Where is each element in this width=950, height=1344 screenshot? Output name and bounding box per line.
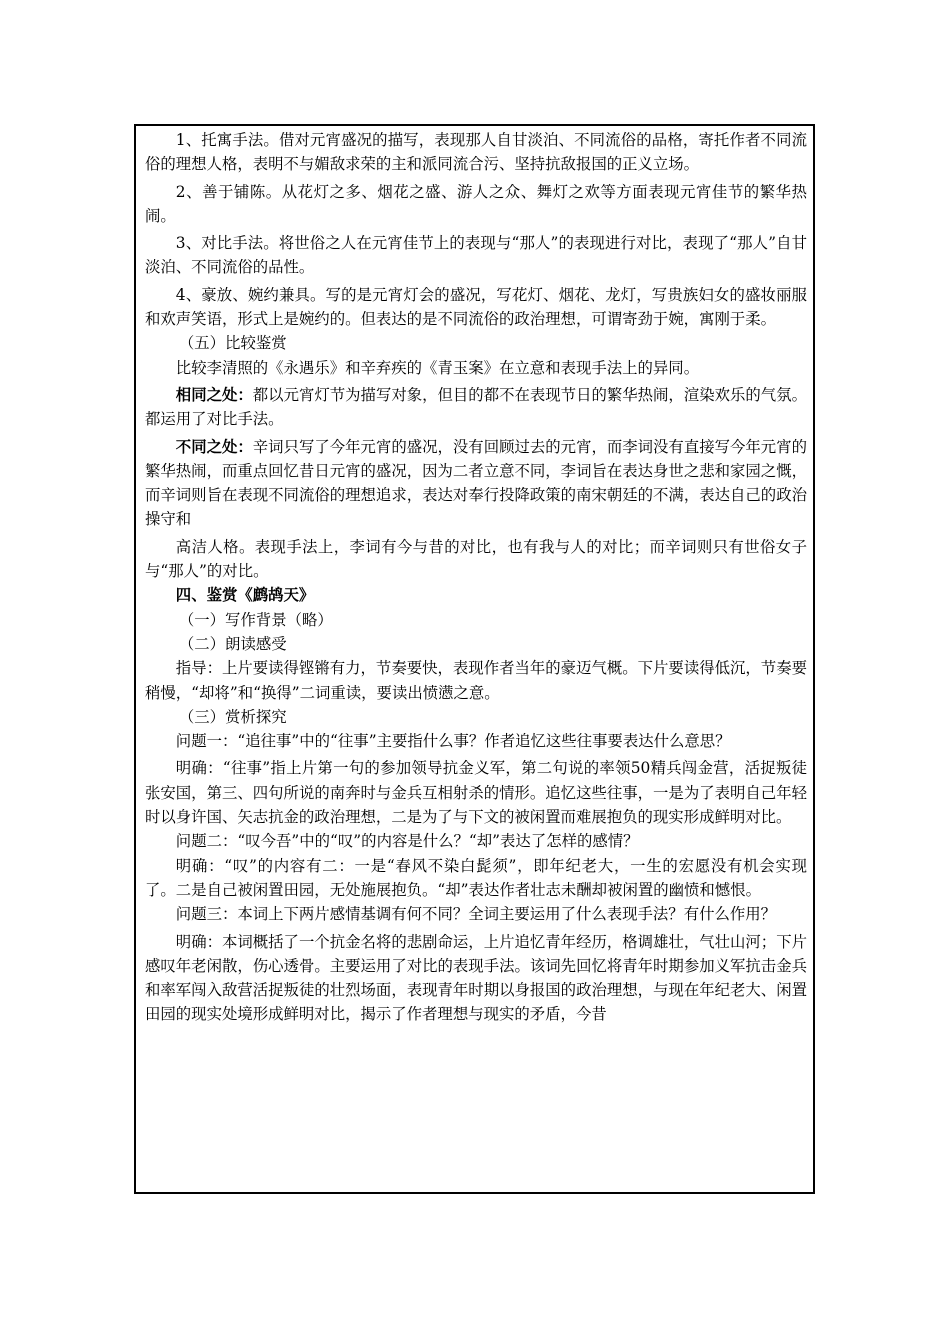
paragraph-comparison-task: 比较李清照的《永遇乐》和辛弃疾的《青玉案》在立意和表现手法上的异同。	[175, 358, 700, 377]
paragraph-differences	[145, 435, 807, 532]
paragraph-similarities	[145, 383, 807, 432]
paragraph-elaboration: 2、善于铺陈。从花灯之多、烟花之盛、游人之众、舞灯之欢等方面表现元宵佳节的繁华热闹。	[145, 182, 807, 225]
paragraph-allegory: 1、托寓手法。借对元宵盛况的描写，表现那人自甘淡泊、不同流俗的品格，寄托作者不同流俗的理想人格，表明不与媚敌求荣的主和派同流合污、坚持抗敌报国的正义立场。	[145, 131, 807, 174]
differences-text: 辛词只写了今年元宵的盛况，没有回顾过去的元宵，而李词没有直接写今年元宵的繁华热闹，而重点回忆昔日元宵的盛况，因为二者立意不同，李词旨在表达身世之悲和家园之慨，而辛词则旨在表现不同流俗的理想追求，表达对奉行投降政策的南宋朝廷的不满，表达自己的政治操守和	[145, 437, 807, 529]
paragraph-differences-continued: 高洁人格。表现手法上，李词有今与昔的对比，也有我与人的对比；而辛词则只有世俗女子与“那人”的对比。	[145, 537, 807, 581]
subheading-analysis: （三）赏析探究	[178, 707, 287, 726]
answer-three: 明确：本词概括了一个抗金名将的悲剧命运，上片追忆青年经历，格调雄壮，气壮山河；下片感叹年老闲散，伤心透骨。主要运用了对比的表现手法。该词先回忆将青年时期参加义军抗击金兵和率军闯入敌营活捉叛徒的壮烈场面，表现青年时期以身报国的政治理想，与现在年纪老大、闲置田园的现实处境形成鲜明对比，揭示了作者理想与现实的矛盾，今昔	[145, 932, 807, 1024]
question-three: 问题三：本词上下两片感情基调有何不同？全词主要运用了什么表现手法？有什么作用？	[175, 905, 777, 924]
answer-two: 明确：“叹”的内容有二：一是“春风不染白髭须”，即年纪老大，一生的宏愿没有机会实现了。二是自己被闲置田园，无处施展抱负。“却”表达作者壮志未酬却被闲置的幽愤和憾恨。	[145, 856, 807, 899]
differences-label: 不同之处：	[175, 437, 253, 456]
question-two: 问题二：“叹今吾”中的“叹”的内容是什么？“却”表达了怎样的感情？	[175, 832, 639, 851]
lesson-content-box	[134, 124, 815, 1194]
similarities-label: 相同之处：	[175, 385, 253, 404]
section-heading-zhegutian: 四、鉴赏《鹧鸪天》	[175, 586, 315, 605]
question-one: 问题一：“追往事”中的“往事”主要指什么事？作者追忆这些往事要表达什么意思？	[175, 732, 731, 751]
similarities-text: 都以元宵灯节为描写对象，但目的都不在表现节日的繁华热闹，渲染欢乐的气氛。都运用了对比手法。	[145, 385, 807, 429]
subheading-background: （一）写作背景（略）	[178, 610, 333, 629]
subheading-reading: （二）朗读感受	[178, 634, 287, 653]
paragraph-style: 4、豪放、婉约兼具。写的是元宵灯会的盛况，写花灯、烟花、龙灯，写贵族妇女的盛妆丽服和欢声笑语，形式上是婉约的。但表达的是不同流俗的政治理想，可谓寄劲于婉，寓刚于柔。	[145, 285, 807, 329]
answer-one: 明确：“往事”指上片第一句的参加领导抗金义军，第二句说的率领50精兵闯金营，活捉叛徒张安国，第三、四句所说的南奔时与金兵互相射杀的情形。追忆这些往事，一是为了表明自己年轻时以身许国、矢志抗金的政治理想，二是为了与下文的被闲置而难展抱负的现实形成鲜明对比。	[145, 759, 807, 827]
section-heading-comparison: （五）比较鉴赏	[178, 334, 287, 353]
paragraph-contrast: 3、对比手法。将世俗之人在元宵佳节上的表现与“那人”的表现进行对比，表现了“那人”自甘淡泊、不同流俗的品性。	[145, 234, 807, 277]
paragraph-reading-guide: 指导：上片要读得铿锵有力，节奏要快，表现作者当年的豪迈气概。下片要读得低沉，节奏要稍慢，“却将”和“换得”二词重读，要读出愤懑之意。	[145, 659, 807, 702]
